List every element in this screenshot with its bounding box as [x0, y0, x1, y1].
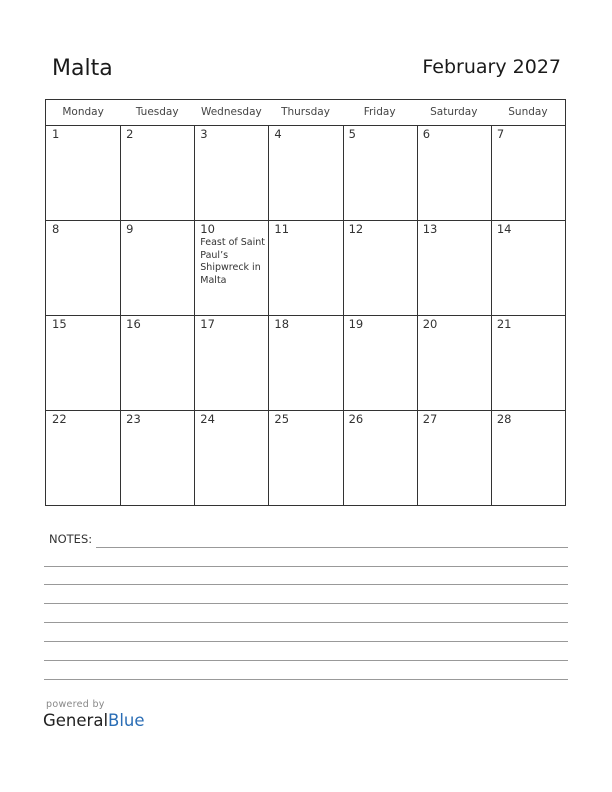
day-cell[interactable]: [491, 220, 565, 315]
day-cell[interactable]: [268, 220, 342, 315]
day-cell[interactable]: [268, 315, 342, 410]
powered-by-text: powered by: [46, 699, 105, 710]
day-number: 23: [126, 412, 141, 426]
day-cell[interactable]: [120, 220, 194, 315]
day-number: 18: [274, 317, 290, 331]
day-cell[interactable]: [46, 315, 120, 410]
day-cell[interactable]: [343, 220, 417, 315]
day-cell[interactable]: [194, 315, 268, 410]
day-cell[interactable]: [343, 315, 417, 410]
notes-line[interactable]: [44, 641, 568, 642]
notes-line[interactable]: [44, 603, 568, 604]
day-number: 7: [496, 127, 505, 141]
day-number: 1: [52, 127, 60, 141]
day-cell[interactable]: [46, 410, 120, 505]
notes-line[interactable]: [44, 660, 568, 661]
day-number: 11: [274, 222, 290, 236]
brand-general: General: [43, 711, 109, 730]
day-number: 26: [348, 412, 364, 426]
day-number: 28: [496, 412, 512, 426]
day-cell[interactable]: [268, 410, 342, 505]
day-number: 10: [200, 222, 215, 236]
day-cell[interactable]: [343, 125, 417, 220]
day-cell[interactable]: [120, 125, 194, 220]
day-cell[interactable]: [491, 315, 565, 410]
day-cell[interactable]: [194, 125, 268, 220]
day-cell[interactable]: [491, 410, 565, 505]
weekday-label: Thursday: [281, 106, 330, 118]
day-number: 3: [200, 127, 208, 141]
brand-blue: Blue: [108, 711, 145, 730]
day-number: 4: [274, 127, 282, 141]
weekday-header-row: [46, 100, 565, 126]
day-number: 22: [52, 412, 67, 426]
day-number: 15: [52, 317, 67, 331]
day-number: 27: [422, 412, 438, 426]
day-cell[interactable]: [120, 410, 194, 505]
day-cell[interactable]: [46, 125, 120, 220]
notes-label: NOTES:: [49, 532, 93, 546]
weekday-label: Saturday: [430, 106, 478, 118]
day-number: 12: [348, 222, 364, 236]
day-cell[interactable]: [343, 410, 417, 505]
day-number: 17: [200, 317, 215, 331]
day-number: 9: [126, 222, 134, 236]
notes-line[interactable]: [44, 584, 568, 585]
weekday-label: Wednesday: [200, 106, 262, 118]
day-cell[interactable]: [417, 410, 491, 505]
day-cell[interactable]: [417, 315, 491, 410]
day-cell[interactable]: [268, 125, 342, 220]
notes-line[interactable]: [44, 566, 568, 567]
calendar-grid: [45, 99, 566, 506]
day-number: 16: [126, 317, 141, 331]
day-cell[interactable]: [417, 220, 491, 315]
notes-line[interactable]: [44, 679, 568, 680]
day-number: 13: [422, 222, 438, 236]
notes-line[interactable]: [44, 622, 568, 623]
day-number: 5: [348, 127, 356, 141]
weekday-label: Monday: [62, 106, 104, 118]
day-number: 14: [496, 222, 512, 236]
day-number: 25: [274, 412, 290, 426]
day-number: 6: [422, 127, 431, 141]
weekday-label: Tuesday: [135, 106, 179, 118]
day-cell[interactable]: [417, 125, 491, 220]
generalblue-logo[interactable]: [43, 711, 145, 730]
holiday-event: Feast of Saint Paul’s Shipwreck in Malta: [200, 237, 265, 286]
day-cell[interactable]: [194, 220, 268, 315]
day-number: 24: [200, 412, 215, 426]
day-number: 19: [348, 317, 364, 331]
day-number: 2: [126, 127, 134, 141]
country-title: Malta: [52, 56, 113, 81]
day-number: 20: [422, 317, 438, 331]
day-cell[interactable]: [491, 125, 565, 220]
day-number: 21: [496, 317, 512, 331]
day-cell[interactable]: [194, 410, 268, 505]
weekday-label: Friday: [363, 106, 396, 118]
notes-line[interactable]: [96, 547, 568, 548]
month-title: February 2027: [422, 56, 561, 78]
day-number: 8: [52, 222, 60, 236]
day-cell[interactable]: [46, 220, 120, 315]
day-cell[interactable]: [120, 315, 194, 410]
weekday-label: Sunday: [508, 106, 548, 118]
